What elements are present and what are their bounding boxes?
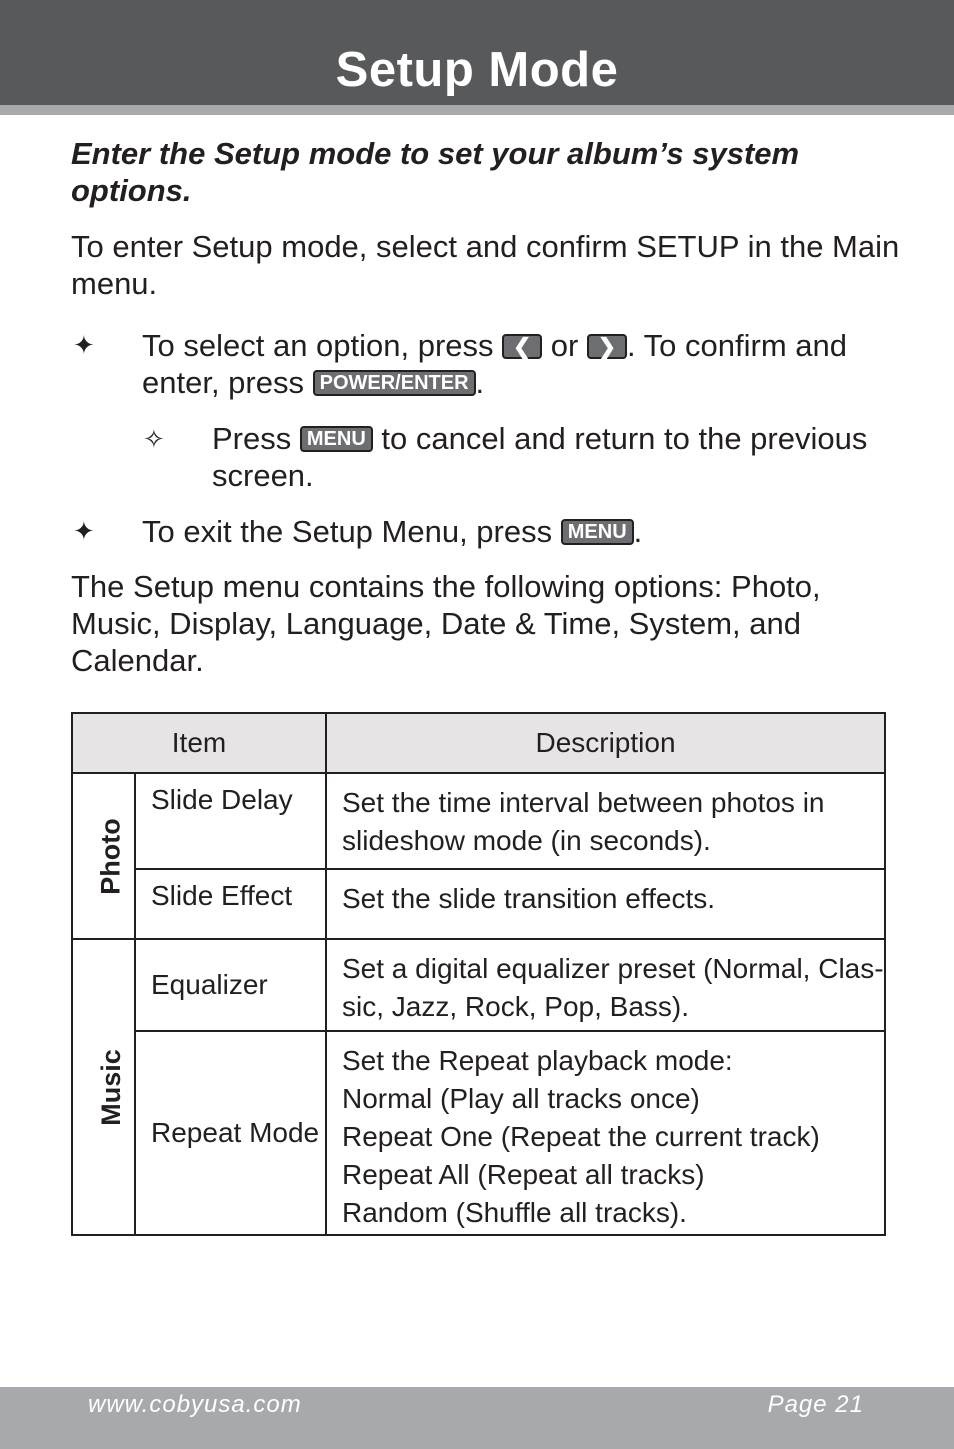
footer-url: www.cobyusa.com — [88, 1391, 302, 1418]
header-rule — [0, 105, 954, 115]
bullet-select-text-b: . To confirm and enter, press — [142, 328, 847, 400]
outline-star-icon: ✧ — [143, 424, 165, 454]
item-cell: Equalizer — [135, 939, 326, 1031]
description-cell — [326, 773, 885, 869]
category-label: Music — [95, 1049, 126, 1126]
bullet-or-text: or — [550, 328, 579, 363]
sub-bullet-menu-cancel — [212, 420, 902, 494]
sub-bullet-text-b: to cancel and return to the previous screen. — [212, 421, 868, 493]
bullet-end-text: . — [475, 365, 485, 400]
chevron-right-icon: ❯ — [587, 334, 627, 359]
description-line: slideshow mode (in seconds). — [342, 825, 711, 856]
four-point-star-icon: ✦ — [73, 330, 95, 360]
item-cell: Repeat Mode — [135, 1031, 326, 1235]
menu-key: MENU — [561, 519, 634, 545]
page-number: Page 21 — [767, 1391, 864, 1418]
intro-text: Enter the Setup mode to set your album’s system options. — [71, 136, 800, 208]
bullet-exit-end: . — [633, 514, 643, 549]
table-row — [72, 1031, 885, 1235]
table-row — [72, 773, 885, 869]
header-item: Item — [72, 713, 326, 773]
menu-key: MENU — [300, 426, 373, 452]
bullet-exit-text: To exit the Setup Menu, press — [142, 514, 553, 549]
setup-options-table — [71, 712, 886, 1236]
chevron-left-icon: ❮ — [502, 334, 542, 359]
sub-bullet-text-a: Press — [212, 421, 292, 456]
description-cell — [326, 1031, 885, 1235]
table-header-row — [72, 713, 885, 773]
power-enter-key: POWER/ENTER — [313, 370, 476, 396]
description-line: Set the Repeat playback mode: — [342, 1045, 733, 1076]
bullet-select-text-a: To select an option, press — [142, 328, 494, 363]
description-cell — [326, 869, 885, 939]
description-line: Random (Shuffle all tracks). — [342, 1197, 687, 1228]
header-description: Description — [326, 713, 885, 773]
description-line: Normal (Play all tracks once) — [342, 1083, 700, 1114]
description-cell — [326, 939, 885, 1031]
page-title: Setup Mode — [335, 43, 619, 97]
description-line: Repeat One (Repeat the current track) — [342, 1121, 820, 1152]
setup-options-paragraph: The Setup menu contains the following options: Photo, Music, Display, Language, Date & Time, System, and Calendar. — [71, 569, 821, 678]
category-label: Photo — [95, 818, 126, 895]
item-cell: Slide Delay — [135, 773, 326, 869]
item-cell: Slide Effect — [135, 869, 326, 939]
bullet-exit-setup — [142, 513, 902, 550]
category-cell-photo — [72, 773, 135, 939]
description-line: sic, Jazz, Rock, Pop, Bass). — [342, 991, 689, 1022]
table-row — [72, 939, 885, 1031]
category-cell-music — [72, 939, 135, 1235]
four-point-star-icon: ✦ — [73, 516, 95, 546]
description-line: Set a digital equalizer preset (Normal, Clas- — [342, 953, 884, 984]
bullet-select-option — [142, 327, 902, 401]
description-line: Set the time interval between photos in — [342, 787, 825, 818]
table-row — [72, 869, 885, 939]
description-line: Set the slide transition effects. — [342, 883, 716, 914]
enter-setup-paragraph: To enter Setup mode, select and confirm SETUP in the Main menu. — [71, 229, 900, 301]
description-line: Repeat All (Repeat all tracks) — [342, 1159, 705, 1190]
